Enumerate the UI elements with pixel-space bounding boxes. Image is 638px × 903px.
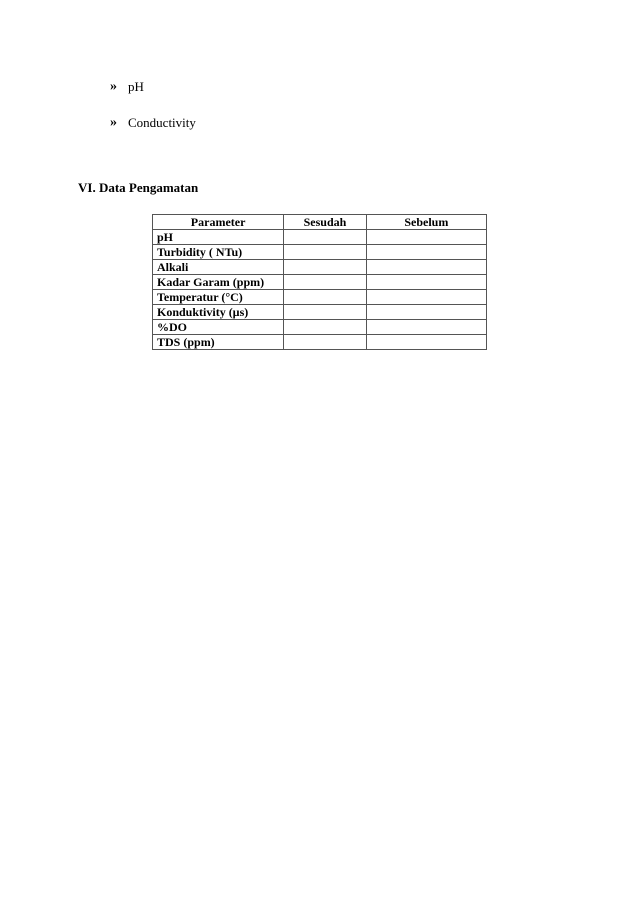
cell-parameter: Kadar Garam (ppm) [153,275,284,290]
table-header-row [153,215,487,230]
bullet-text: pH [128,79,144,94]
cell-sesudah [284,230,366,245]
cell-sesudah [284,335,366,350]
cell-sebelum [366,335,486,350]
cell-sesudah [284,275,366,290]
cell-parameter: Alkali [153,260,284,275]
cell-sesudah [284,245,366,260]
table-row [153,230,487,245]
cell-sesudah [284,290,366,305]
table-row [153,245,487,260]
cell-parameter: pH [153,230,284,245]
cell-sesudah [284,260,366,275]
observation-table [152,214,487,350]
cell-sesudah [284,320,366,335]
header-sesudah: Sesudah [284,215,366,230]
table-row [153,275,487,290]
table-row [153,335,487,350]
cell-sesudah [284,305,366,320]
double-chevron-right-icon: » [110,115,117,130]
cell-sebelum [366,230,486,245]
cell-sebelum [366,245,486,260]
bullet-list [110,78,196,150]
table-row [153,260,487,275]
cell-parameter: %DO [153,320,284,335]
table-row [153,290,487,305]
cell-sebelum [366,320,486,335]
cell-parameter: Temperatur (°C) [153,290,284,305]
cell-sebelum [366,260,486,275]
cell-sebelum [366,290,486,305]
bullet-text: Conductivity [128,115,196,130]
cell-sebelum [366,305,486,320]
table-row [153,305,487,320]
double-chevron-right-icon: » [110,79,117,94]
bullet-item-conductivity [110,114,196,132]
bullet-item-ph [110,78,196,96]
header-sebelum: Sebelum [366,215,486,230]
header-parameter: Parameter [153,215,284,230]
cell-sebelum [366,275,486,290]
cell-parameter: TDS (ppm) [153,335,284,350]
section-title: VI. Data Pengamatan [78,180,199,195]
table-row [153,320,487,335]
cell-parameter: Konduktivity (µs) [153,305,284,320]
cell-parameter: Turbidity ( NTu) [153,245,284,260]
